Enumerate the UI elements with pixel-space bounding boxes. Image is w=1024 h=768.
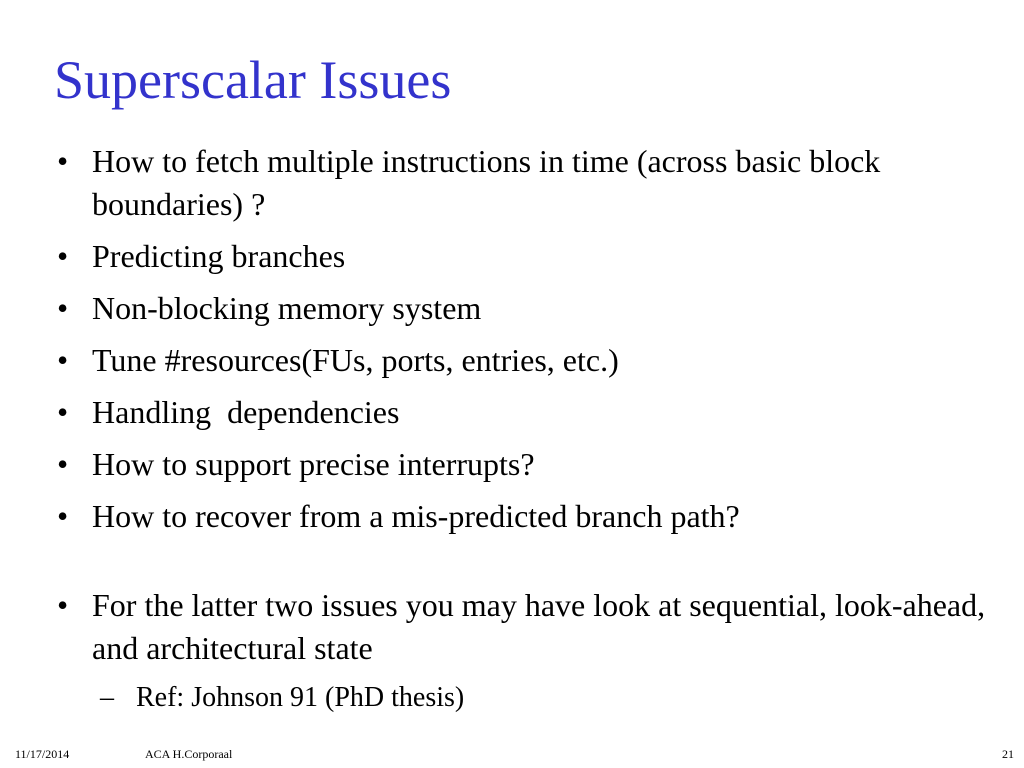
bullet-item bbox=[0, 443, 992, 486]
bullet-text: Tune #resources(FUs, ports, entries, etc.) bbox=[92, 342, 619, 378]
bullet-text: For the latter two issues you may have look at sequential, look-ahead, and architectural state bbox=[92, 587, 986, 666]
bullet-item bbox=[0, 235, 992, 278]
bullet-item bbox=[0, 339, 992, 382]
bullet-mark: • bbox=[57, 342, 69, 378]
bullet-item bbox=[0, 287, 992, 330]
bullet-item bbox=[0, 584, 992, 670]
bullet-text: Non-blocking memory system bbox=[92, 290, 482, 326]
footer-date: 11/17/2014 bbox=[15, 747, 70, 761]
bullet-item bbox=[0, 495, 992, 538]
bullet-mark: • bbox=[57, 290, 69, 326]
bullet-text: How to support precise interrupts? bbox=[92, 446, 535, 482]
bullet-mark: • bbox=[57, 587, 69, 623]
bullet-list bbox=[0, 140, 1024, 717]
sub-bullet-mark: – bbox=[100, 682, 114, 713]
bullet-item bbox=[0, 140, 992, 226]
bullet-text: How to fetch multiple instructions in time (across basic block boundaries) ? bbox=[92, 143, 881, 222]
footer-author: ACA H.Corporaal bbox=[145, 747, 233, 761]
sub-bullet-text: Ref: Johnson 91 (PhD thesis) bbox=[136, 682, 465, 713]
bullet-text: Predicting branches bbox=[92, 238, 346, 274]
footer-page-number: 21 bbox=[1002, 747, 1014, 761]
slide-title: Superscalar Issues bbox=[54, 50, 452, 110]
bullet-item bbox=[0, 391, 992, 434]
sub-bullet-item bbox=[0, 679, 1024, 717]
bullet-mark: • bbox=[57, 446, 69, 482]
bullet-mark: • bbox=[57, 143, 69, 179]
bullet-mark: • bbox=[57, 238, 69, 274]
bullet-text: Handling dependencies bbox=[92, 394, 400, 430]
bullet-mark: • bbox=[57, 394, 69, 430]
bullet-mark: • bbox=[57, 498, 69, 534]
bullet-text: How to recover from a mis-predicted branch path? bbox=[92, 498, 740, 534]
